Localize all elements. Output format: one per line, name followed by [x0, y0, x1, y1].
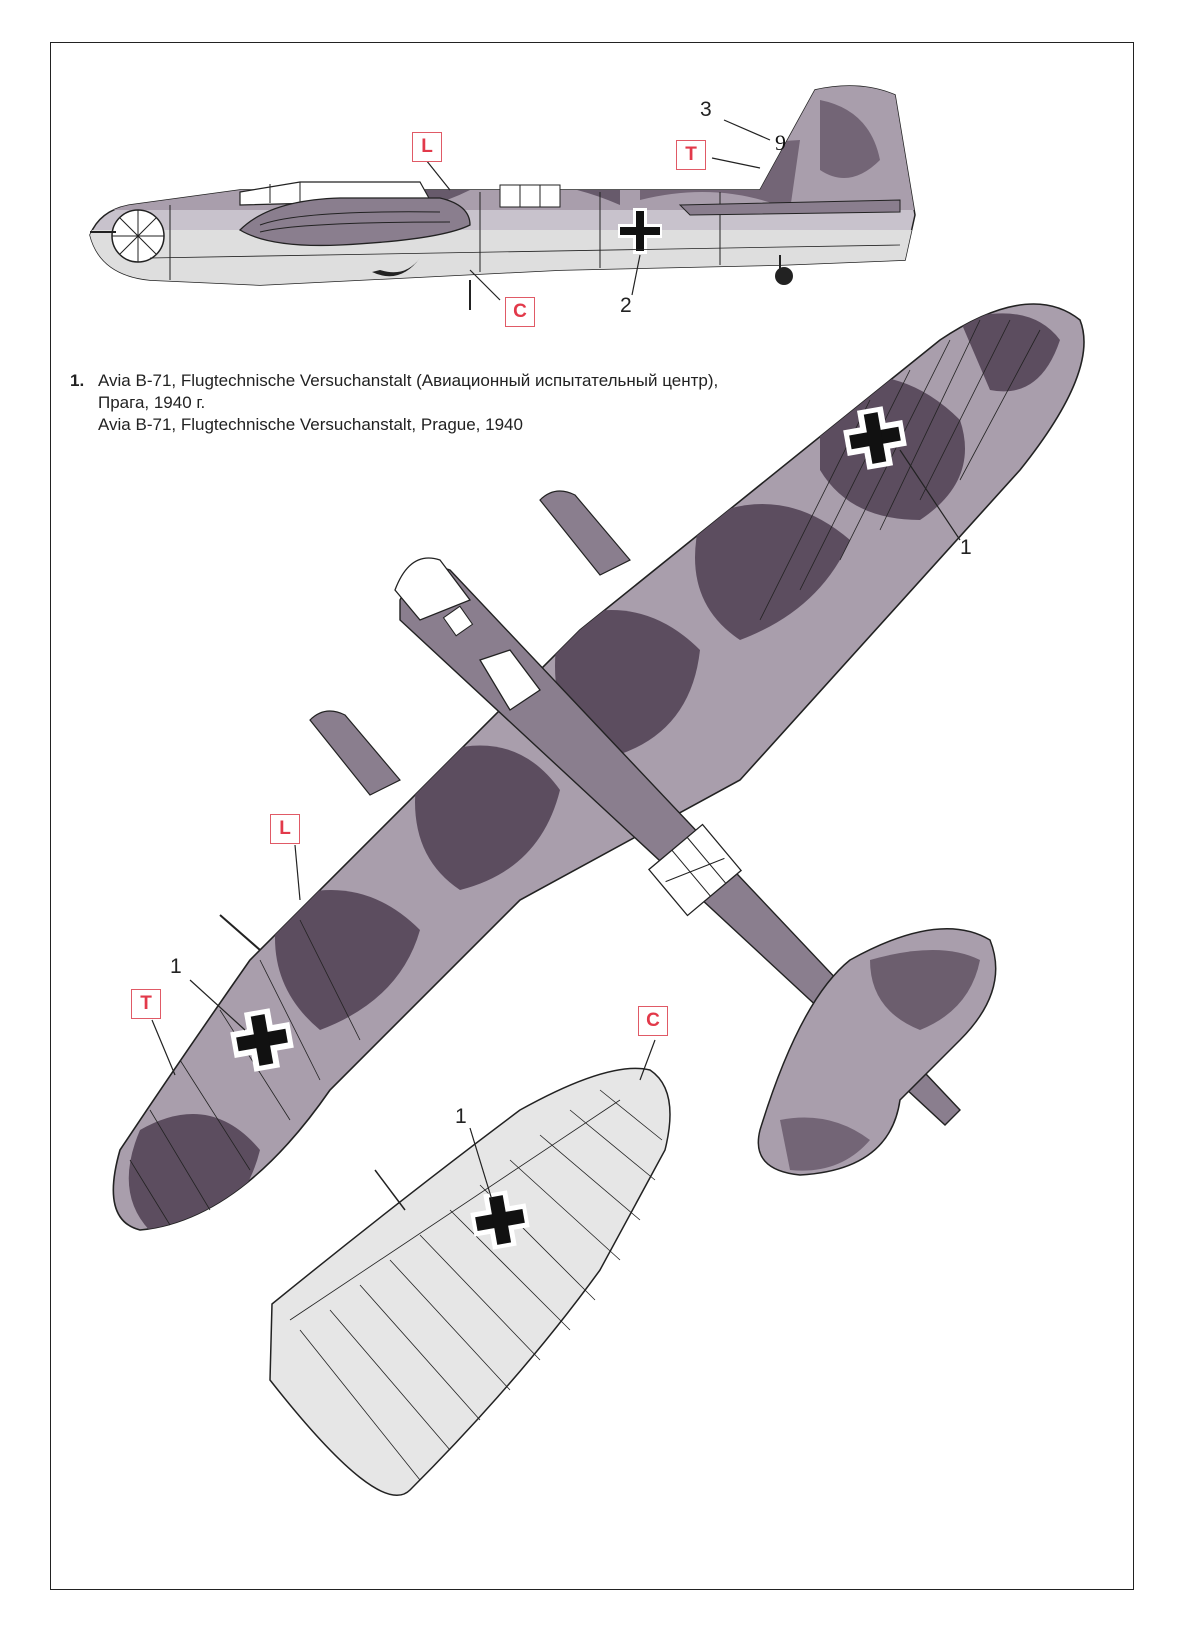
side-tag-L: L [412, 132, 442, 162]
under-callout-1: 1 [455, 1105, 467, 1128]
caption-number: 1. [70, 371, 85, 390]
svg-text:9: 9 [775, 130, 786, 155]
caption-line-2: Прага, 1940 г. [98, 393, 206, 412]
side-tag-T: T [676, 140, 706, 170]
top-callout-1-left: 1 [170, 955, 182, 978]
side-callout-3: 3 [700, 98, 712, 121]
side-view [80, 80, 920, 310]
figure-caption [70, 370, 718, 436]
top-callout-1-right: 1 [960, 536, 972, 559]
underside-wing [270, 1068, 670, 1495]
top-tag-T: T [131, 989, 161, 1019]
side-callout-2: 2 [620, 294, 632, 317]
caption-line-1: Avia B-71, Flugtechnische Versuchanstalt (Авиационный испытательный центр), [98, 371, 719, 390]
side-tag-C: C [505, 297, 535, 327]
under-tag-C: C [638, 1006, 668, 1036]
top-tag-L: L [270, 814, 300, 844]
caption-line-3: Avia B-71, Flugtechnische Versuchanstalt, Prague, 1940 [98, 415, 523, 434]
